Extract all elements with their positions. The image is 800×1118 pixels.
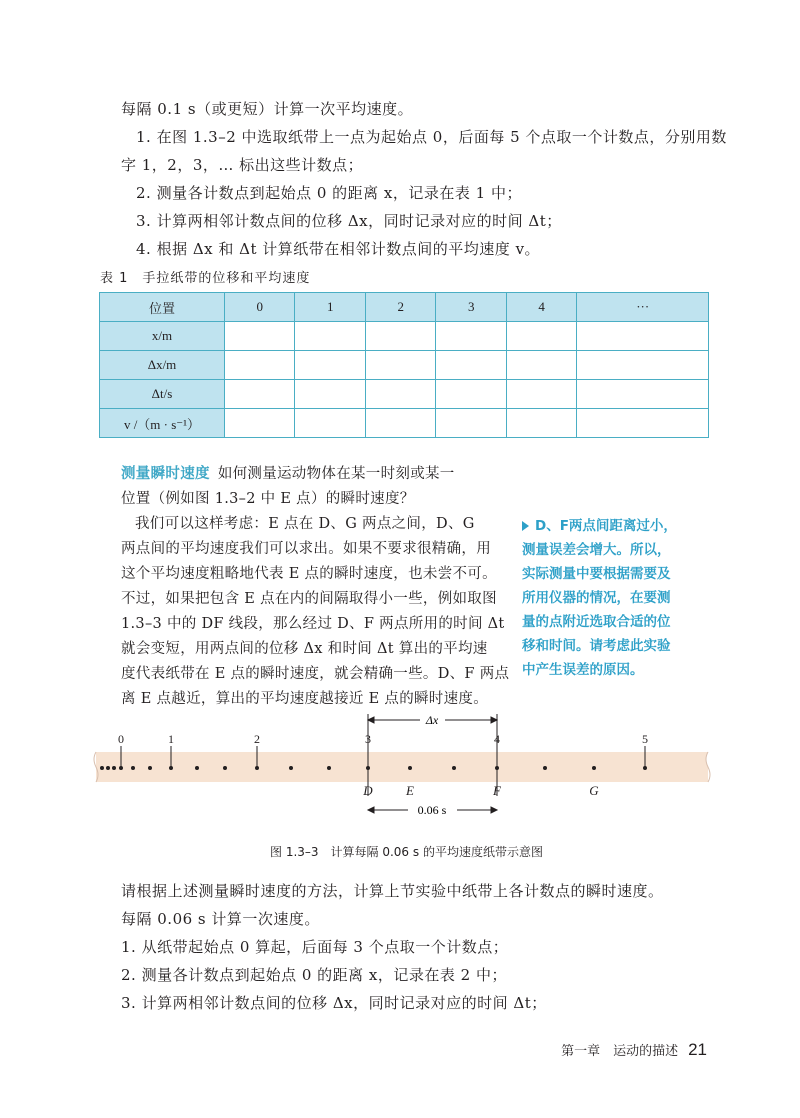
table-cell xyxy=(577,409,709,438)
tape-dot xyxy=(112,766,116,770)
table-cell xyxy=(436,380,506,409)
side-note-line: 测量误差会增大。所以， xyxy=(522,542,671,558)
tape-dot xyxy=(289,766,293,770)
table-cell xyxy=(506,409,576,438)
table-cell xyxy=(577,322,709,351)
arrow-right-icon xyxy=(491,717,497,723)
side-note-line: 实际测量中要根据需要及 xyxy=(522,566,671,582)
table-row xyxy=(100,380,709,409)
dx-label: Δx xyxy=(425,713,439,727)
count-label: 5 xyxy=(642,732,648,746)
count-label: 2 xyxy=(254,732,260,746)
section-line: 我们可以这样考虑：E 点在 D、G 两点之间，D、G xyxy=(135,516,475,532)
tape-dot xyxy=(148,766,152,770)
table-cell xyxy=(436,409,506,438)
side-note-line: 量的点附近选取合适的位 xyxy=(522,614,671,630)
outro-line: 请根据上述测量瞬时速度的方法，计算上节实验中纸带上各计数点的瞬时速度。 xyxy=(121,882,664,900)
table-cell xyxy=(295,322,365,351)
point-label: E xyxy=(406,783,414,798)
table-cell xyxy=(506,380,576,409)
point-label: F xyxy=(493,783,501,798)
section-line: 度代表纸带在 E 点的瞬时速度，就会精确一些。D、F 两点 xyxy=(121,666,510,682)
table-cell xyxy=(225,409,295,438)
section-line: 离 E 点越近，算出的平均速度越接近 E 点的瞬时速度。 xyxy=(121,691,489,707)
page-number: 21 xyxy=(688,1040,707,1059)
outro-line: 1. 从纸带起始点 0 算起，后面每 3 个点取一个计数点； xyxy=(121,938,509,956)
intro-line: 4. 根据 Δx 和 Δt 计算纸带在相邻计数点间的平均速度 v。 xyxy=(136,240,541,258)
tape-dot xyxy=(592,766,596,770)
tape-dot xyxy=(100,766,104,770)
outro-line: 每隔 0.06 s 计算一次速度。 xyxy=(121,910,320,928)
tape-dot xyxy=(131,766,135,770)
table-header-cell: 2 xyxy=(365,293,435,322)
count-label: 4 xyxy=(494,732,500,746)
section-body xyxy=(121,462,516,712)
point-label: G xyxy=(589,783,599,798)
table-cell xyxy=(365,322,435,351)
table-cell xyxy=(436,351,506,380)
table-header-cell: 4 xyxy=(506,293,576,322)
table-cell xyxy=(225,380,295,409)
tape-dot xyxy=(452,766,456,770)
intro-line: 1. 在图 1.3–2 中选取纸带上一点为起始点 0，后面每 5 个点取一个计数点，分别用数 xyxy=(136,128,727,146)
table-header-cell: 3 xyxy=(436,293,506,322)
point-label: D xyxy=(363,783,373,798)
side-note-line: D、F两点间距离过小， xyxy=(522,514,714,538)
table-cell xyxy=(295,380,365,409)
table-cell xyxy=(365,351,435,380)
table-cell xyxy=(225,351,295,380)
count-label: 0 xyxy=(118,732,124,746)
section-line: 就会变短，用两点间的位移 Δx 和时间 Δt 算出的平均速 xyxy=(121,641,488,657)
tape-dot xyxy=(327,766,331,770)
intro-line: 3. 计算两相邻计数点间的位移 Δx，同时记录对应的时间 Δt； xyxy=(136,212,562,230)
table-header-cell: 位置 xyxy=(100,293,225,322)
table-caption: 表 1 手拉纸带的位移和平均速度 xyxy=(100,271,311,286)
table-cell xyxy=(577,351,709,380)
table-cell xyxy=(506,322,576,351)
arrow-left-icon xyxy=(368,807,374,813)
section-line: 不过，如果把包含 E 点在内的间隔取得小一些，例如取图 xyxy=(121,591,497,607)
tape-dot xyxy=(543,766,547,770)
section-line: 两点间的平均速度我们可以求出。如果不要求很精确，用 xyxy=(121,541,491,557)
figure-caption: 图 1.3–3 计算每隔 0.06 s 的平均速度纸带示意图 xyxy=(270,845,543,859)
chapter-title: 第一章 运动的描述 xyxy=(561,1044,679,1059)
table-cell xyxy=(365,409,435,438)
section-line: 如何测量运动物体在某一时刻或某一 xyxy=(217,466,455,482)
intro-line: 字 1，2，3，… 标出这些计数点； xyxy=(121,156,364,174)
table-row-label: x/m xyxy=(100,322,225,351)
section-heading: 测量瞬时速度 xyxy=(121,466,210,482)
tape-dot xyxy=(408,766,412,770)
dt-label: 0.06 s xyxy=(417,803,447,817)
table-cell xyxy=(295,409,365,438)
side-note xyxy=(522,514,714,682)
table-row xyxy=(100,351,709,380)
section-line: 这个平均速度粗略地代表 E 点的瞬时速度，也未尝不可。 xyxy=(121,566,497,582)
table-header-cell: ··· xyxy=(577,293,709,322)
table-cell xyxy=(295,351,365,380)
table-cell xyxy=(577,380,709,409)
table-cell xyxy=(225,322,295,351)
section-first-line xyxy=(121,462,516,487)
outro-line: 2. 测量各计数点到起始点 0 的距离 x，记录在表 2 中； xyxy=(121,966,507,984)
side-note-line: 所用仪器的情况，在要测 xyxy=(522,590,671,606)
intro-line: 2. 测量各计数点到起始点 0 的距离 x，记录在表 1 中； xyxy=(136,184,522,202)
section-line: 位置（例如图 1.3–2 中 E 点）的瞬时速度？ xyxy=(121,491,415,507)
table-row-label: Δx/m xyxy=(100,351,225,380)
outro-line: 3. 计算两相邻计数点间的位移 Δx，同时记录对应的时间 Δt； xyxy=(121,994,547,1012)
paper-tape-figure xyxy=(0,700,800,835)
table-cell xyxy=(436,322,506,351)
table-row xyxy=(100,409,709,438)
paper-tape xyxy=(96,752,708,782)
tape-dot xyxy=(106,766,110,770)
data-table xyxy=(99,292,709,438)
side-note-line: 移和时间。请考虑此实验 xyxy=(522,638,671,654)
page-footer xyxy=(561,1040,707,1060)
table-row-label: Δt/s xyxy=(100,380,225,409)
table-row xyxy=(100,322,709,351)
section-line: 1.3–3 中的 DF 线段，那么经过 D、F 两点所用的时间 Δt xyxy=(121,616,505,632)
count-label: 1 xyxy=(168,732,174,746)
triangle-marker-icon xyxy=(522,521,529,531)
table-row-label: v /（m · s⁻¹） xyxy=(100,409,225,438)
table-header-cell: 1 xyxy=(295,293,365,322)
tape-dot xyxy=(223,766,227,770)
table-cell xyxy=(506,351,576,380)
side-note-line: 中产生误差的原因。 xyxy=(522,662,644,678)
table-cell xyxy=(365,380,435,409)
arrow-right-icon xyxy=(491,807,497,813)
table-header-cell: 0 xyxy=(225,293,295,322)
count-label: 3 xyxy=(365,732,371,746)
tape-dot xyxy=(195,766,199,770)
arrow-left-icon xyxy=(368,717,374,723)
intro-line: 每隔 0.1 s（或更短）计算一次平均速度。 xyxy=(121,100,414,118)
table-header-row xyxy=(100,293,709,322)
